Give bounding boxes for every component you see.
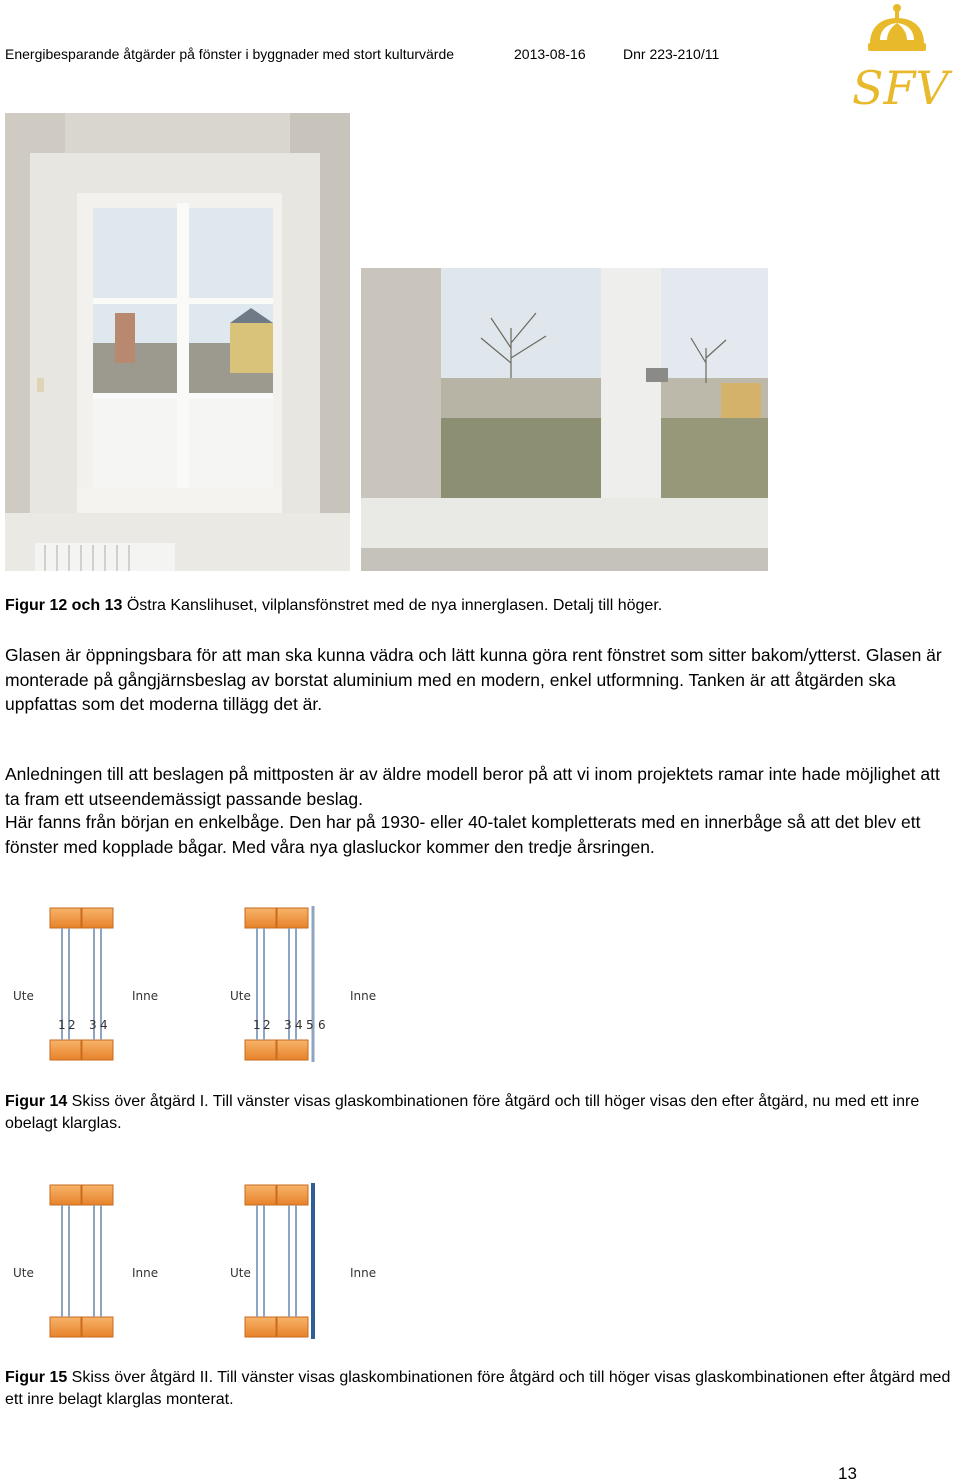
frame-block: [82, 908, 113, 928]
page-number: 13: [838, 1464, 857, 1483]
figure-12-13-text: Östra Kanslihuset, vilplansfönstret med de nya innerglasen. Detalj till höger.: [122, 597, 663, 614]
figure-14-label: Figur 14: [5, 1093, 68, 1110]
frame-block: [245, 1040, 276, 1060]
pane-number: 4: [100, 1018, 108, 1032]
frame-block: [277, 908, 308, 928]
label-inne: Inne: [350, 989, 377, 1003]
label-ute: Ute: [230, 989, 251, 1003]
figure-14-right-window: [230, 906, 376, 1062]
pane-number: 1: [58, 1018, 66, 1032]
frame-block: [277, 1040, 308, 1060]
photo-window-interior: [5, 113, 350, 571]
paragraph-2: Anledningen till att beslagen på mittposten är av äldre modell beror på att vi inom projektets ramar inte hade möjlighet att ta fram ett utseendemässigt passande beslag.: [5, 764, 940, 809]
label-ute: Ute: [230, 1266, 251, 1280]
frame-block: [50, 908, 81, 928]
frame-block: [277, 1185, 308, 1205]
paragraph-3: Här fanns från början en enkelbåge. Den har på 1930- eller 40-talet kompletterats med en innerbåge så att det blev ett fönster med kopplade bågar. Med våra nya glasluckor kommer den tredje årsringen.: [5, 812, 921, 857]
figure-12-13-label: Figur 12 och 13: [5, 597, 123, 614]
header-doc-number: Dnr 223-210/11: [623, 46, 720, 62]
pane-number: 3: [89, 1018, 97, 1032]
figure-12-13-caption: [5, 595, 955, 617]
figure-15-caption: [5, 1367, 955, 1411]
header-date: 2013-08-16: [514, 46, 586, 62]
figure-14-left-window: [13, 908, 158, 1060]
label-ute: Ute: [13, 989, 34, 1003]
frame-block: [50, 1317, 81, 1337]
figure-15-left-window: [13, 1185, 158, 1337]
sfv-crown-logo: [840, 0, 960, 115]
frame-block: [245, 1185, 276, 1205]
pane-number: 5: [306, 1018, 314, 1032]
logo-letters: SFV: [852, 61, 949, 115]
pane-number: 1: [253, 1018, 261, 1032]
frame-block: [50, 1185, 81, 1205]
label-inne: Inne: [350, 1266, 377, 1280]
pane-number: 6: [318, 1018, 326, 1032]
label-ute: Ute: [13, 1266, 34, 1280]
frame-block: [82, 1317, 113, 1337]
header-title: Energibesparande åtgärder på fönster i byggnader med stort kulturvärde: [5, 46, 455, 62]
frame-block: [82, 1040, 113, 1060]
frame-block: [245, 908, 276, 928]
pane-number: 2: [68, 1018, 76, 1032]
figure-15-right-window: [230, 1183, 376, 1339]
pane-number: 2: [263, 1018, 271, 1032]
label-inne: Inne: [132, 1266, 159, 1280]
photo-window-detail: [361, 268, 768, 571]
figure-14-sketch: [0, 900, 420, 1070]
label-inne: Inne: [132, 989, 159, 1003]
paragraph-1: Glasen är öppningsbara för att man ska kunna vädra och lätt kunna göra rent fönstret som sitter bakom/ytterst. Glasen är monterade på gångjärnsbeslag av borstat aluminium med en modern, enkel utformning. Tanken är att åtgärden ska uppfattas som det moderna tillägg det är.: [5, 645, 942, 714]
frame-block: [245, 1317, 276, 1337]
pane-number: 3: [284, 1018, 292, 1032]
figure-14-text: Skiss över åtgärd I. Till vänster visas glaskombinationen före åtgärd och till höger visas den efter åtgärd, nu med ett inre obelagt klarglas.: [5, 1093, 920, 1132]
figure-15-label: Figur 15: [5, 1369, 68, 1386]
pane-number: 4: [295, 1018, 303, 1032]
figure-15-sketch: [0, 1177, 420, 1347]
frame-block: [277, 1317, 308, 1337]
frame-block: [82, 1185, 113, 1205]
figure-14-caption: [5, 1091, 955, 1135]
frame-block: [50, 1040, 81, 1060]
figure-15-text: Skiss över åtgärd II. Till vänster visas glaskombinationen före åtgärd och till höger visas glaskombinationen efter åtgärd med ett inre belagt klarglas monterat.: [5, 1369, 951, 1408]
